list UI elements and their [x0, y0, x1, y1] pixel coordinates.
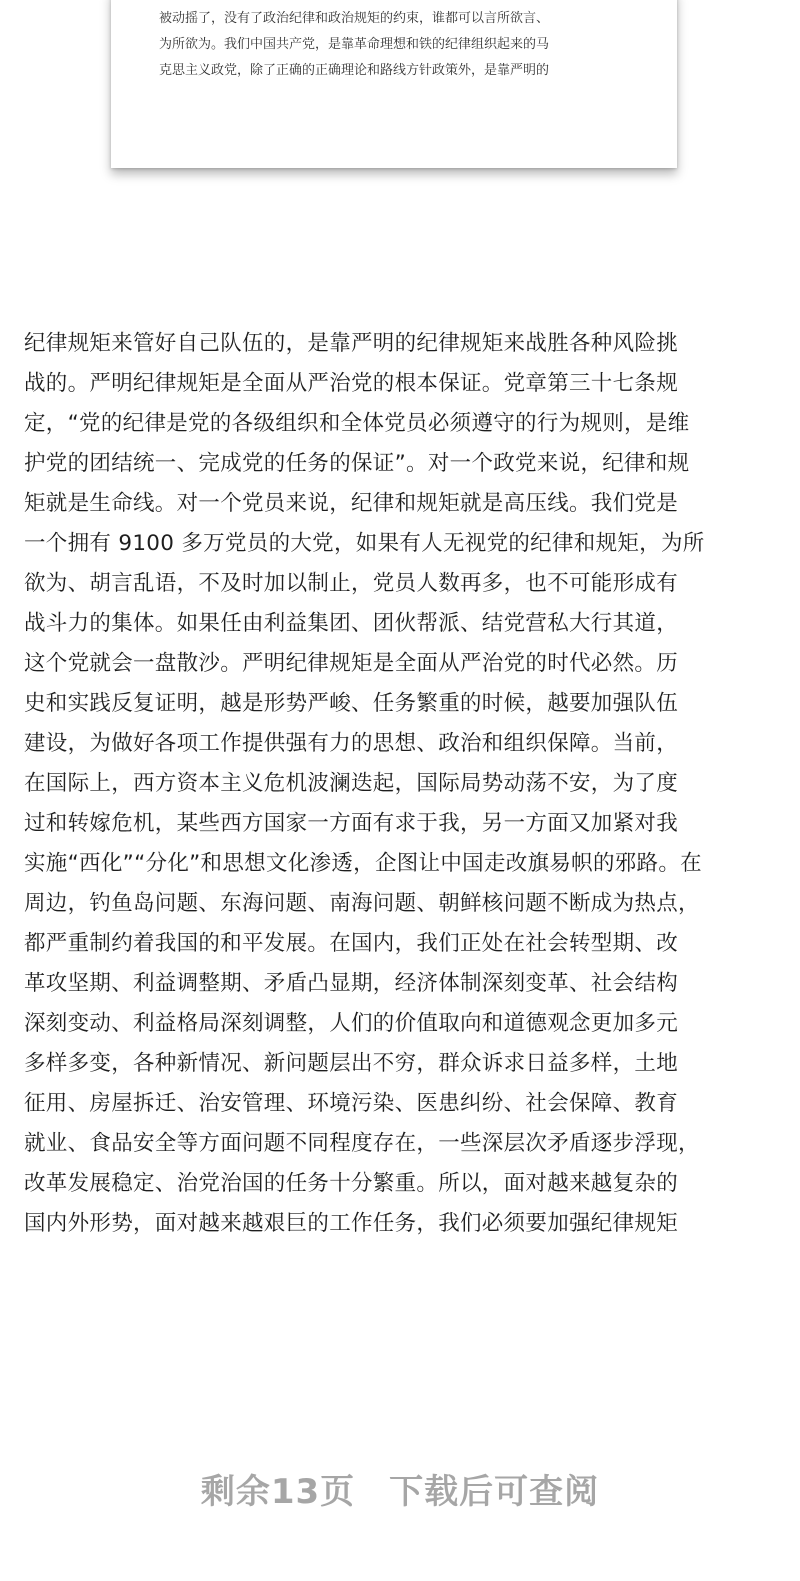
body-line: 过和转嫁危机，某些西方国家一方面有求于我，另一方面又加紧对我 — [24, 811, 679, 836]
body-line: 一个拥有 9100 多万党员的大党，如果有人无视党的纪律和规矩，为所 — [24, 531, 705, 556]
body-line: 这个党就会一盘散沙。严明纪律规矩是全面从严治党的时代必然。历 — [24, 651, 679, 676]
body-line: 都严重制约着我国的和平发展。在国内，我们正处在社会转型期、改 — [24, 931, 679, 956]
body-line: 欲为、胡言乱语，不及时加以制止，党员人数再多，也不可能形成有 — [24, 571, 679, 596]
body-line: 实施“西化”“分化”和思想文化渗透，企图让中国走改旗易帜的邪路。在 — [24, 851, 702, 876]
download-prompt[interactable] — [0, 1460, 800, 1524]
body-line: 周边，钓鱼岛问题、东海问题、南海问题、朝鲜核问题不断成为热点， — [24, 891, 700, 916]
body-line: 在国际上，西方资本主义危机波澜迭起，国际局势动荡不安，为了度 — [24, 771, 679, 796]
download-to-view-label: 下载后可查阅 — [389, 1472, 600, 1512]
body-line: 战的。严明纪律规矩是全面从严治党的根本保证。党章第三十七条规 — [24, 371, 679, 396]
body-line: 革攻坚期、利益调整期、矛盾凸显期，经济体制深刻变革、社会结构 — [24, 971, 679, 996]
body-line: 征用、房屋拆迁、治安管理、环境污染、医患纠纷、社会保障、教育 — [24, 1091, 679, 1116]
body-line: 建设，为做好各项工作提供强有力的思想、政治和组织保障。当前， — [24, 731, 679, 756]
previous-page-preview — [111, 0, 677, 168]
remaining-pages-label: 剩余13页 — [200, 1472, 356, 1512]
body-line: 定，“党的纪律是党的各级组织和全体党员必须遵守的行为规则，是维 — [24, 411, 690, 436]
preview-line: 被动摇了，没有了政治纪律和政治规矩的约束，谁都可以言所欲言、 — [159, 11, 550, 26]
body-line: 国内外形势，面对越来越艰巨的工作任务，我们必须要加强纪律规矩 — [24, 1211, 679, 1236]
body-line: 纪律规矩来管好自己队伍的，是靠严明的纪律规矩来战胜各种风险挑 — [24, 331, 679, 356]
body-line: 深刻变动、利益格局深刻调整，人们的价值取向和道德观念更加多元 — [24, 1011, 679, 1036]
preview-line: 为所欲为。我们中国共产党，是靠革命理想和铁的纪律组织起来的马 — [159, 37, 550, 52]
body-line: 改革发展稳定、治党治国的任务十分繁重。所以，面对越来越复杂的 — [24, 1171, 679, 1196]
body-line: 史和实践反复证明，越是形势严峻、任务繁重的时候，越要加强队伍 — [24, 691, 679, 716]
document-body — [24, 324, 776, 1244]
preview-line: 克思主义政党，除了正确的正确理论和路线方针政策外，是靠严明的 — [159, 63, 550, 78]
body-line: 护党的团结统一、完成党的任务的保证”。对一个政党来说，纪律和规 — [24, 451, 690, 476]
body-line: 矩就是生命线。对一个党员来说，纪律和规矩就是高压线。我们党是 — [24, 491, 679, 516]
body-line: 多样多变，各种新情况、新问题层出不穷，群众诉求日益多样，土地 — [24, 1051, 679, 1076]
body-line: 就业、食品安全等方面问题不同程度存在，一些深层次矛盾逐步浮现， — [24, 1131, 700, 1156]
body-line: 战斗力的集体。如果任由利益集团、团伙帮派、结党营私大行其道， — [24, 611, 679, 636]
